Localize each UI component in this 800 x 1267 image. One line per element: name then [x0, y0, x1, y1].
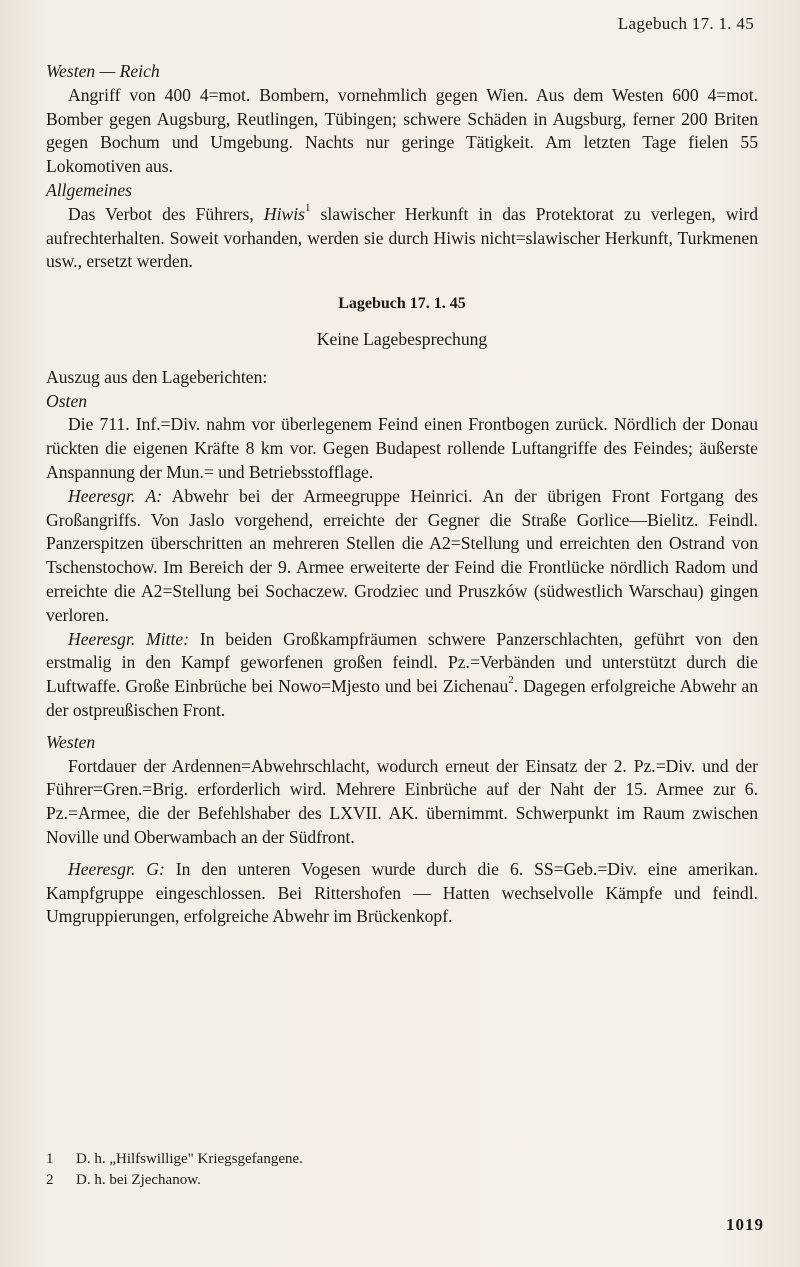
lagebuch-title: Lagebuch 17. 1. 45 [338, 295, 466, 313]
no-briefing-line: Keine Lagebesprechung [316, 328, 488, 349]
footnote-1 [46, 1149, 758, 1170]
heading-osten: Osten [46, 390, 88, 411]
footnote-ref-1: 1 [304, 201, 311, 214]
main-text [46, 60, 758, 929]
paragraph-west-reich: Angriff von 400 4=mot. Bombern, vornehmlich gegen Wien. Aus dem Westen 600 4=mot. Bomber gegen Augsburg, Reutlingen, Tübingen; schwere Schäden in Augsburg, ferner 200 Briten gegen Bochum und Umgebung. Nachts nur geringe Tätigkeit. Am letzten Tage fielen 55 Lokomotiven aus. [46, 84, 758, 177]
footnotes [46, 1149, 758, 1191]
paragraph-heeresgr-a [46, 485, 758, 628]
footnote-number: 1 [46, 1151, 54, 1167]
text-heeresgr-mitte-1: In beiden Großkampfräumen schwere Panzerschlachten, geführt von den erstmalig in den Kampf geworfenen großen feindl. Pz.=Verbänden und unterstützt durch die Luftwaffe. Große Einbrüche bei Nowo=Mjesto und bei Zichenau [46, 628, 758, 697]
allgemeines-text-2: slawischer Herkunft in das Protektorat zu verlegen, wird aufrechterhalten. Soweit vorhanden, werden sie durch Hiwis nicht=slawischer Herkunft, Turkmenen usw., ersetzt werden. [46, 203, 758, 272]
footnote-text: D. h. „Hilfswillige" Kriegsgefangene. [76, 1151, 303, 1167]
paragraph-heeresgr-mitte [46, 628, 758, 723]
allgemeines-text-1: Das Verbot des Führers, [68, 203, 264, 224]
auszug-line: Auszug aus den Lageberichten: [46, 366, 268, 387]
heading-allgemeines: Allgemeines [46, 179, 132, 200]
running-head: Lagebuch 17. 1. 45 [617, 14, 754, 33]
heading-west-reich: Westen — Reich [46, 61, 160, 81]
label-heeresgr-mitte: Heeresgr. Mitte: [68, 628, 190, 649]
paragraph-westen-1: Fortdauer der Ardennen=Abwehrschlacht, wodurch erneut der Einsatz der 2. Pz.=Div. und der Führer=Gren.=Brig. erforderlich wird. Mehrere Einbrüche auf der Naht der 15. Armee zur 6. Pz.=Armee, die der Befehlshaber des LXVII. AK. übernimmt. Schwerpunkt im Raum zwischen Noville und Oberwambach an der Südfront. [46, 755, 758, 847]
text-heeresgr-g: In den unteren Vogesen wurde durch die 6. SS=Geb.=Div. eine amerikan. Kampfgruppe eingeschlossen. Bei Rittershofen — Hatten wechselvolle Kämpfe und feindl. Umgruppierungen, erfolgreiche Abwehr im Brückenkopf. [46, 858, 758, 927]
heading-westen: Westen [46, 731, 96, 752]
footnote-ref-2: 2 [508, 674, 514, 687]
label-heeresgr-a: Heeresgr. A: [68, 485, 163, 506]
paragraph-heeresgr-g [46, 858, 758, 929]
footnote-text: D. h. bei Zjechanow. [76, 1172, 201, 1188]
paragraph-allgemeines [46, 203, 758, 274]
text-heeresgr-mitte-2: . Dagegen erfolgreiche Abwehr an der ostpreußischen Front. [46, 676, 758, 720]
footnote-number: 2 [46, 1172, 54, 1188]
footnote-2 [46, 1170, 758, 1191]
paragraph-osten-1: Die 711. Inf.=Div. nahm vor überlegenem Feind einen Frontbogen zurück. Nördlich der Donau rückten die eigenen Kräfte 8 km vor. Gegen Budapest rollende Luftangriffe des Feindes; äußerste Anspannung der Mun.= und Betriebsstofflage. [46, 414, 758, 482]
text-heeresgr-a: Abwehr bei der Armeegruppe Heinrici. An der übrigen Front Fortgang des Großangriffs. Von Jaslo vorgehend, erreichte der Gegner die Straße Gorlice—Bielitz. Feindl. Panzerspitzen überschritten an mehreren Stellen die A2=Stellung und erreichten den Ostrand von Tschenstochow. Im Bereich der 9. Armee erweiterte der Feind die Frontlücke nördlich Radom und erreichte die A2=Stellung bei Sochaczew. Grodziec und Pruszków (südwestlich Warschau) gingen verloren. [46, 485, 759, 625]
page-number: 1019 [726, 1215, 764, 1234]
label-heeresgr-g: Heeresgr. G: [68, 858, 165, 879]
hiwis-word: Hiwis [263, 203, 305, 224]
